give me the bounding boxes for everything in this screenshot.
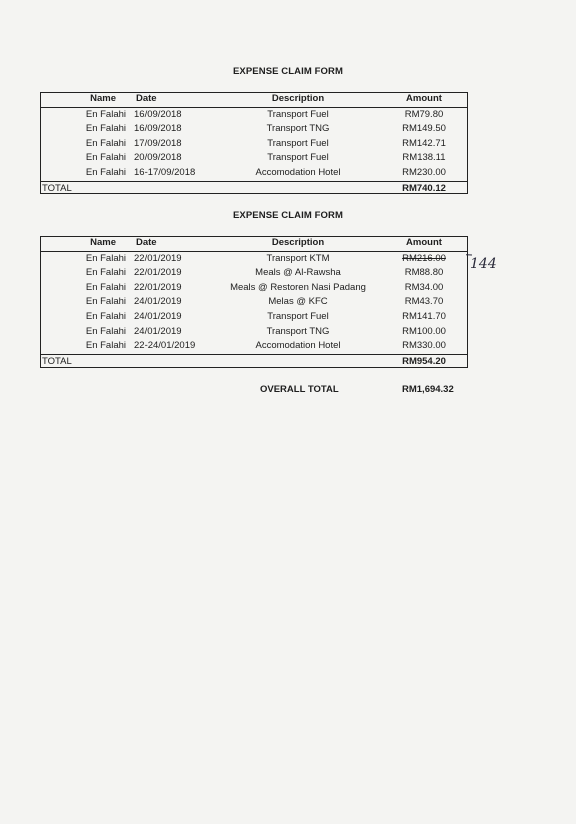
header-name: Name <box>40 92 132 107</box>
total-label: TOTAL <box>40 354 380 369</box>
cell-description: Transport Fuel <box>267 108 329 120</box>
table-row <box>40 166 468 181</box>
form-2-title: EXPENSE CLAIM FORM <box>232 210 343 221</box>
header-date: Date <box>132 92 216 107</box>
cell-name: En Falahi <box>85 166 126 178</box>
cell-amount: RM88.80 <box>404 267 444 279</box>
cell-description: Transport Fuel <box>267 137 329 149</box>
cell-amount: RM149.50 <box>402 123 446 135</box>
table-row <box>40 107 468 122</box>
cell-date: 22/01/2019 <box>134 267 182 279</box>
table-row <box>40 266 468 281</box>
cell-amount: RM43.70 <box>404 296 444 308</box>
cell-description: Transport TNG <box>266 123 330 135</box>
cell-date: 24/01/2019 <box>134 325 182 337</box>
form-1-table <box>40 92 468 196</box>
table-row <box>40 137 468 152</box>
cell-name: En Falahi <box>85 340 126 352</box>
cell-description: Transport KTM <box>266 252 330 264</box>
form-1-title: EXPENSE CLAIM FORM <box>232 66 343 77</box>
cell-date: 16/09/2018 <box>134 123 182 135</box>
cell-name: En Falahi <box>85 123 126 135</box>
cell-name: En Falahi <box>85 310 126 322</box>
table-row <box>40 251 468 266</box>
cell-date: 22/01/2019 <box>134 281 182 293</box>
overall-total-label: OVERALL TOTAL <box>260 384 339 395</box>
header-amount: Amount <box>380 92 468 107</box>
cell-date: 22/01/2019 <box>134 252 182 264</box>
cell-date: 17/09/2018 <box>134 137 182 149</box>
header-name: Name <box>40 236 132 251</box>
overall-total-value: RM1,694.32 <box>402 384 454 395</box>
total-amount: RM740.12 <box>380 181 468 196</box>
handwritten-correction-text: 144 <box>470 256 497 272</box>
cell-name: En Falahi <box>85 281 126 293</box>
cell-amount: RM142.71 <box>402 137 446 149</box>
cell-description: Meals @ Al-Rawsha <box>255 267 341 279</box>
cell-date: 16-17/09/2018 <box>134 166 196 178</box>
cell-amount: RM138.11 <box>402 152 446 164</box>
total-amount: RM954.20 <box>380 354 468 369</box>
cell-description: Melas @ KFC <box>268 296 328 308</box>
table-row <box>40 310 468 325</box>
cell-name: En Falahi <box>85 252 126 264</box>
cell-name: En Falahi <box>85 296 126 308</box>
cell-description: Accomodation Hotel <box>255 166 341 178</box>
header-amount: Amount <box>380 236 468 251</box>
header-description: Description <box>216 236 380 251</box>
table-row <box>40 295 468 310</box>
cell-date: 24/01/2019 <box>134 310 182 322</box>
table-row <box>40 281 468 296</box>
handwritten-correction-mark <box>466 248 506 278</box>
cell-date: 20/09/2018 <box>134 152 182 164</box>
cell-name: En Falahi <box>85 267 126 279</box>
cell-amount: RM330.00 <box>402 340 446 352</box>
cell-amount-struck: RM216.00 <box>402 252 446 264</box>
cell-date: 16/09/2018 <box>134 108 182 120</box>
cell-description: Transport Fuel <box>267 310 329 322</box>
cell-name: En Falahi <box>85 137 126 149</box>
cell-amount: RM141.70 <box>402 310 446 322</box>
cell-amount: RM100.00 <box>402 325 446 337</box>
cell-name: En Falahi <box>85 325 126 337</box>
cell-date: 24/01/2019 <box>134 296 182 308</box>
total-row <box>40 354 468 369</box>
cell-name: En Falahi <box>85 108 126 120</box>
cell-description: Transport TNG <box>266 325 330 337</box>
cell-amount: RM34.00 <box>404 281 444 293</box>
cell-amount: RM230.00 <box>402 166 446 178</box>
table-header-row <box>40 92 468 107</box>
header-description: Description <box>216 92 380 107</box>
table-header-row <box>40 236 468 251</box>
table-row <box>40 339 468 354</box>
table-row <box>40 325 468 340</box>
table-row <box>40 122 468 137</box>
cell-description: Meals @ Restoren Nasi Padang <box>230 281 366 293</box>
cell-description: Transport Fuel <box>267 152 329 164</box>
total-label: TOTAL <box>40 181 380 196</box>
cell-amount: RM79.80 <box>404 108 444 120</box>
form-2-table <box>40 236 468 369</box>
cell-name: En Falahi <box>85 152 126 164</box>
cell-description: Accomodation Hotel <box>255 340 341 352</box>
cell-date: 22-24/01/2019 <box>134 340 196 352</box>
table-row <box>40 151 468 166</box>
header-date: Date <box>132 236 216 251</box>
total-row <box>40 181 468 196</box>
